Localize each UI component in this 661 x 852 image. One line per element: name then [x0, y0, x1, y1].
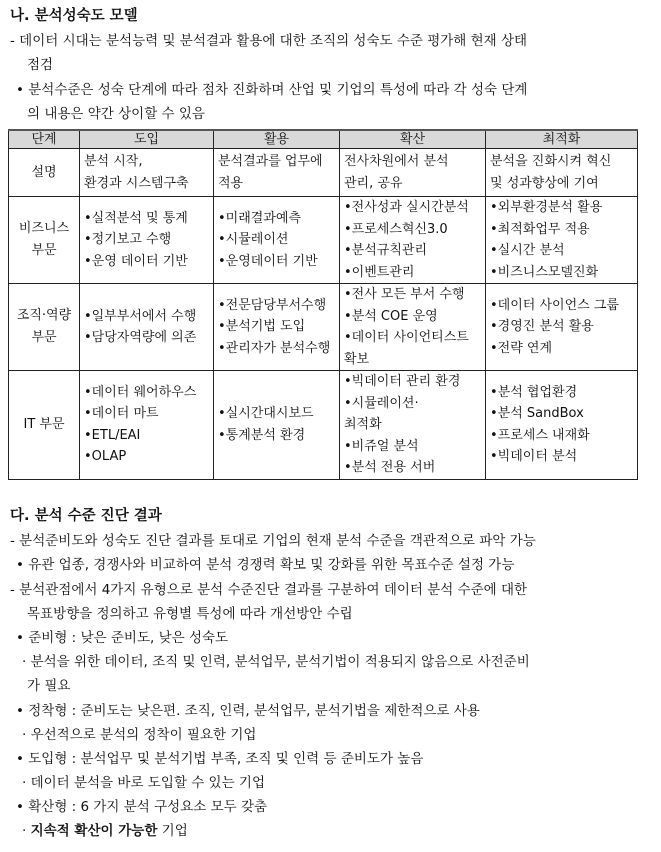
cell-line: •전사 모든 부서 수행 — [344, 287, 465, 302]
cell-line: •전사성과 실시간분석 — [344, 200, 469, 215]
cell-line: •전문담당부서수행 — [218, 297, 327, 313]
table-header-row — [9, 130, 638, 149]
cell-line: •관리자가 분석수행 — [218, 340, 331, 356]
table-row-it — [9, 371, 638, 480]
paragraph-line: - 데이터 시대는 분석능력 및 분석결과 활용에 대한 조직의 성숙도 수준 평가해 현재 상태 — [10, 33, 528, 49]
sub-bullet-line: · 분석을 위한 데이터, 조직 및 인력, 분석업무, 분석기법이 적용되지 않음으로 사전준비 — [22, 654, 530, 670]
cell-line: •비즈니스모델진화 — [490, 264, 599, 280]
cell-line: •분석 협업환경 — [490, 384, 578, 400]
cell-line: •운영 데이터 기반 — [84, 253, 188, 269]
row-label — [9, 371, 80, 480]
cell-line: 적용 — [218, 175, 244, 191]
cell-line: •데이터 사이언스 그룹 — [490, 297, 619, 313]
table-row-organization — [9, 284, 638, 371]
table-cell — [80, 371, 214, 480]
table-cell — [486, 371, 638, 480]
table-row-business — [9, 197, 638, 284]
cell-line: •최적화업무 적용 — [490, 221, 590, 237]
cell-line: 분석결과를 업무에 — [218, 154, 323, 169]
cell-line: •정기보고 수행 — [84, 232, 172, 248]
cell-line: •데이터 마트 — [84, 406, 159, 422]
row-label-text: 조직·역량 — [16, 308, 72, 323]
cell-line: •이벤트관리 — [344, 264, 415, 280]
sub-bullet-line: · 데이터 분석을 바로 도입할 수 있는 기업 — [22, 775, 265, 791]
cell-line: •프로세스혁신3.0 — [344, 221, 448, 237]
bullet-type-introduce: • 도입형 : 분석업무 및 분석기법 부족, 조직 및 인력 등 준비도가 높음 — [16, 751, 424, 767]
cell-line: •실시간 분석 — [490, 243, 565, 258]
cell-line: •실시간대시보드 — [218, 406, 314, 422]
cell-line: •ETL/EAI — [84, 427, 141, 443]
paragraph-line: 목표방향을 정의하고 유형별 특성에 따라 개선방안 수립 — [27, 606, 353, 622]
cell-line: •외부환경분석 활용 — [490, 200, 603, 215]
cell-line: •데이터 사이언티스트 — [344, 330, 469, 345]
maturity-model-table — [8, 129, 638, 480]
row-label-text: 비즈니스 — [18, 221, 70, 236]
cell-line: •일부부서에서 수행 — [84, 308, 197, 324]
sub-bullet-prefix: · — [22, 823, 31, 839]
sub-bullet-line: · 우선적으로 분석의 정착이 필요한 기업 — [22, 727, 257, 743]
cell-line: •시뮬레이션 — [218, 232, 289, 248]
cell-line: •비쥬얼 분석 — [344, 438, 419, 454]
sub-bullet-rest: 기업 — [157, 823, 188, 839]
bullet-type-diffuse: • 확산형 : 6 가지 분석 구성요소 모두 갖춤 — [16, 799, 268, 815]
bullet-line: • 유관 업종, 경쟁사와 비교하여 분석 경쟁력 확보 및 강화를 위한 목표수준 설정 가능 — [16, 557, 515, 573]
cell-line: •데이터 웨어하우스 — [84, 384, 197, 400]
cell-line: •OLAP — [84, 449, 127, 465]
cell-line: 최적화 — [344, 417, 382, 432]
cell-line: •분석 SandBox — [490, 406, 584, 422]
cell-line: •미래결과예측 — [218, 210, 302, 226]
paragraph-line: - 분석관점에서 4가지 유형으로 분석 수준진단 결과를 구분하여 데이터 분석 수준에 대한 — [10, 582, 528, 598]
bullet-type-ready: • 준비형 : 낮은 준비도, 낮은 성숙도 — [16, 630, 229, 646]
sub-bullet-line — [22, 821, 188, 841]
table-cell — [486, 284, 638, 371]
cell-line: •분석 COE 운영 — [344, 308, 438, 324]
header-diffusion: 확산 — [340, 130, 486, 149]
cell-line: 전사차원에서 분석 — [344, 154, 449, 169]
row-label-text: 부문 — [31, 243, 57, 258]
header-optimization: 최적화 — [486, 130, 638, 149]
cell-line: •분석기법 도입 — [218, 319, 306, 335]
table-cell — [486, 149, 638, 197]
paragraph-line: 점검 — [27, 57, 54, 73]
header-stage: 단계 — [9, 130, 80, 149]
row-label-text: 설명 — [31, 164, 57, 180]
table-cell — [486, 197, 638, 284]
table-cell — [340, 149, 486, 197]
cell-line: •전략 연계 — [490, 340, 553, 356]
cell-line: 분석을 진화시켜 혁신 — [490, 154, 612, 169]
paragraph-line: - 분석준비도와 성숙도 진단 결과를 토대로 기업의 현재 분석 수준을 객관적으로 파악 가능 — [10, 533, 536, 549]
cell-line: 분석 시작, — [84, 154, 143, 169]
cell-line: •프로세스 내재화 — [490, 427, 590, 443]
table-cell — [214, 197, 340, 284]
header-introduction: 도입 — [80, 130, 214, 149]
cell-line: •실적분석 및 통계 — [84, 210, 188, 226]
bullet-type-settle: • 정착형 : 준비도는 낮은편. 조직, 인력, 분석업무, 분석기법을 제한적으로 사용 — [16, 703, 480, 719]
bullet-line: • 분석수준은 성숙 단계에 따라 점차 진화하며 산업 및 기업의 특성에 따라 각 성숙 단계 — [16, 82, 528, 98]
cell-line: •운영데이터 기반 — [218, 253, 318, 269]
table-cell — [80, 284, 214, 371]
row-label — [9, 197, 80, 284]
cell-line: •빅데이터 분석 — [490, 449, 578, 465]
table-cell — [340, 371, 486, 480]
cell-line: •시뮬레이션· — [344, 395, 419, 411]
cell-line: •분석 전용 서버 — [344, 460, 436, 475]
cell-line: 확보 — [344, 351, 370, 367]
cell-line: •경영진 분석 활용 — [490, 319, 594, 335]
table-cell — [80, 149, 214, 197]
sub-bullet-line: 가 필요 — [27, 678, 71, 694]
emphasis-text: 지속적 확산이 가능한 — [30, 823, 158, 839]
cell-line: •담당자역량에 의존 — [84, 330, 197, 345]
section-title-diagnosis-result: 다. 분석 수준 진단 결과 — [10, 508, 162, 524]
row-label — [9, 284, 80, 371]
row-label — [9, 149, 80, 197]
section-title-maturity-model: 나. 분석성숙도 모델 — [10, 8, 138, 24]
table-cell — [214, 149, 340, 197]
header-utilization: 활용 — [214, 130, 340, 149]
table-cell — [214, 284, 340, 371]
table-cell — [340, 197, 486, 284]
table-cell — [340, 284, 486, 371]
cell-line: •빅데이터 관리 환경 — [344, 374, 461, 389]
row-label-text: IT 부문 — [23, 416, 65, 432]
cell-line: 및 성과향상에 기여 — [490, 175, 599, 191]
cell-line: •분석규칙관리 — [344, 243, 428, 258]
cell-line: 관리, 공유 — [344, 175, 403, 191]
bullet-line: 의 내용은 약간 상이할 수 있음 — [27, 106, 205, 122]
row-label-text: 부문 — [31, 330, 57, 345]
table-cell — [214, 371, 340, 480]
cell-line: •통계분석 환경 — [218, 427, 306, 443]
table-cell — [80, 197, 214, 284]
cell-line: 환경과 시스템구축 — [84, 175, 189, 191]
table-row-description — [9, 149, 638, 197]
